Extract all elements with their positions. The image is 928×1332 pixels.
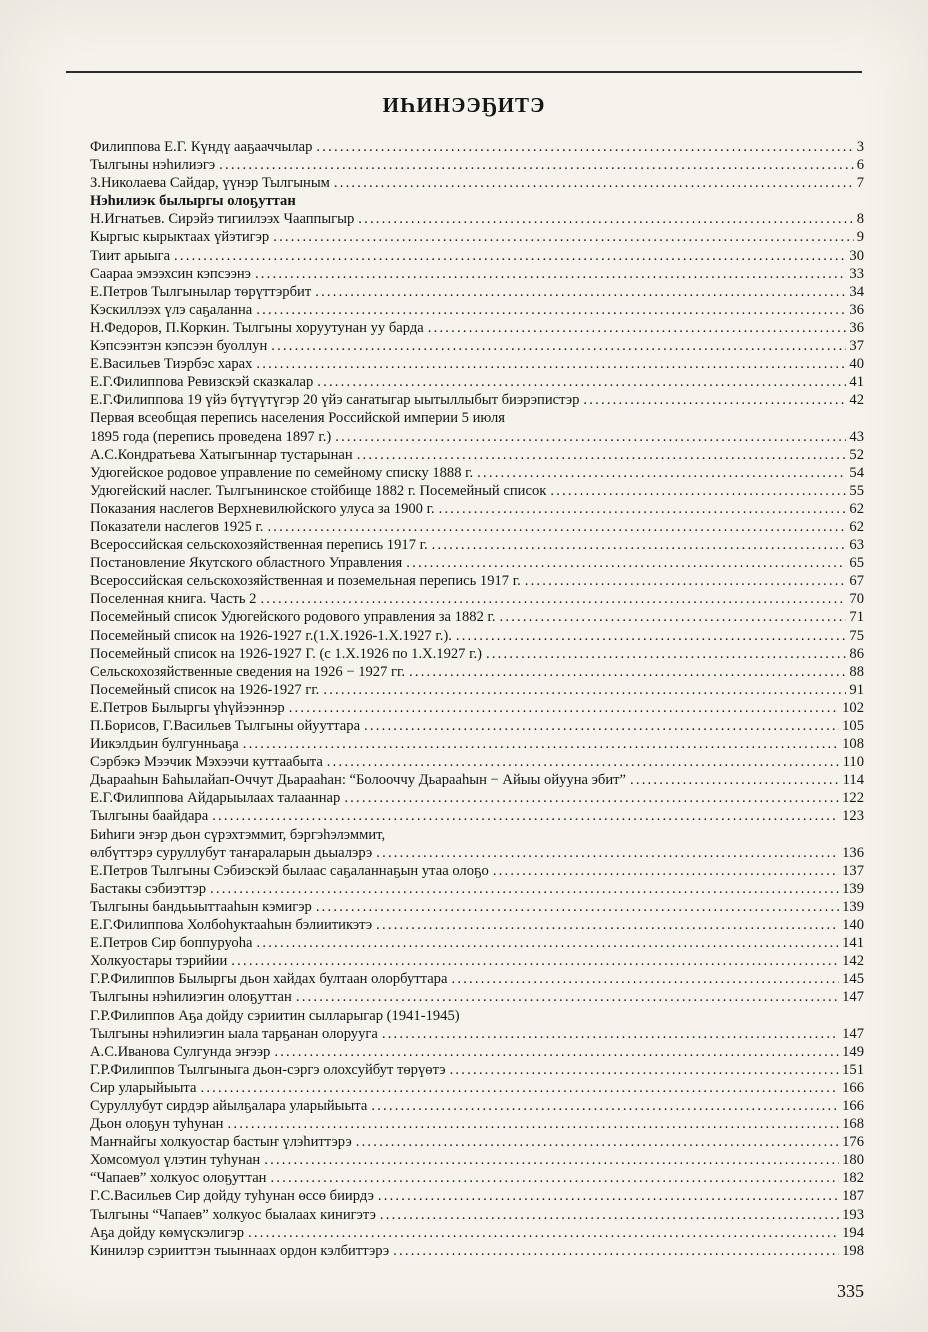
toc-entry-title: Кэскиллээх үлэ саҕаланна bbox=[90, 301, 253, 318]
toc-entry bbox=[90, 988, 864, 1006]
toc-entry-page: 168 bbox=[842, 1116, 864, 1133]
toc-entry-title: өлбүттэрэ суруллубут таҥараларын дьыалэрэ bbox=[90, 844, 373, 861]
toc-entry-page: 105 bbox=[842, 718, 864, 734]
toc-entry-title: Г.Р.Филиппов Былыргы дьон хайдах бултаан олорбуттара bbox=[90, 971, 448, 988]
dot-leader bbox=[267, 518, 846, 536]
toc-entry-title: Е.Г.Филиппова Холбоһуктааһын бэлиитикэтэ bbox=[90, 917, 373, 934]
toc-entry-title: Посемейный список на 1926-1927 г.(1.X.1926-1.X.1927 г.). bbox=[90, 627, 452, 644]
toc-entry bbox=[90, 807, 864, 825]
toc-entry-title: П.Борисов, Г.Васильев Тылгыны ойууттара bbox=[90, 718, 361, 734]
toc-entry-page: 198 bbox=[842, 1242, 864, 1259]
toc-entry bbox=[90, 572, 864, 590]
toc-entry-page: 8 bbox=[856, 211, 864, 228]
toc-entry bbox=[90, 536, 864, 554]
toc-entry bbox=[90, 554, 864, 572]
toc-entry bbox=[90, 934, 864, 952]
toc-entry bbox=[90, 645, 864, 663]
dot-leader bbox=[316, 138, 853, 156]
toc-entry-page: 3 bbox=[856, 139, 864, 155]
toc-entry bbox=[90, 1242, 864, 1260]
toc-entry-page: 182 bbox=[842, 1170, 864, 1187]
toc-entry-title: Г.Р.Филиппов Аҕа дойду сэриитин сылларыгар (1941-1945) bbox=[90, 1007, 460, 1024]
toc-entry-title: Тылгыны нэһилиэгин ыала тарҕанан олорууга bbox=[90, 1025, 378, 1042]
dot-leader bbox=[335, 428, 846, 446]
toc-entry-title: Показатели наслегов 1925 г. bbox=[90, 518, 264, 535]
toc-entry-page: 139 bbox=[842, 880, 864, 897]
toc-entry-title: Е.Петров Тылгынылар төрүттэрбит bbox=[90, 283, 312, 300]
dot-leader bbox=[260, 590, 846, 608]
dot-leader bbox=[200, 1079, 839, 1097]
toc-entry bbox=[90, 1025, 864, 1043]
toc-entry-title: Сэрбэкэ Мээчик Мэхээчи куттаабыта bbox=[90, 754, 323, 771]
dot-leader bbox=[393, 1242, 839, 1260]
toc-entry-title: Посемейный список Удюгейского родового управления за 1882 г. bbox=[90, 609, 496, 626]
toc-entry-page: 193 bbox=[842, 1206, 864, 1223]
toc-entry-page: 6 bbox=[856, 157, 864, 174]
dot-leader bbox=[257, 934, 840, 952]
dot-leader bbox=[296, 988, 839, 1006]
toc-entry-title: Н.Федоров, П.Коркин. Тылгыны хоруутунан уу барда bbox=[90, 319, 424, 336]
toc-entry-title: Е.Петров Былыргы үһүйээннэр bbox=[90, 699, 285, 716]
toc-entry bbox=[90, 482, 864, 500]
toc-entry bbox=[90, 1187, 864, 1205]
dot-leader bbox=[486, 645, 846, 663]
toc-entry-title: Кыргыс кырыктаах үйэтигэр bbox=[90, 229, 270, 246]
toc-entry bbox=[90, 699, 864, 717]
toc-entry-title: Тылгыны “Чапаев” холкуос быалаах кинигэтэ bbox=[90, 1206, 376, 1223]
toc-entry bbox=[90, 608, 864, 626]
toc-entry bbox=[90, 916, 864, 934]
toc-entry-title: Филиппова Е.Г. Күндү ааҕааччылар bbox=[90, 139, 313, 155]
dot-leader bbox=[174, 247, 846, 265]
toc-entry-title: Суруллубут сирдэр айылҕалара уларыйыыта bbox=[90, 1097, 368, 1114]
toc-entry bbox=[90, 880, 864, 898]
toc-entry-page: 114 bbox=[842, 772, 864, 789]
toc-entry bbox=[90, 1115, 864, 1133]
dot-leader bbox=[500, 608, 847, 626]
toc-entry-title: Н.Игнатьев. Сирэйэ тигиилээх Чааппыгыр bbox=[90, 211, 355, 228]
dot-leader bbox=[456, 627, 847, 645]
toc-entry-page: 147 bbox=[842, 1025, 864, 1042]
toc-entry-title: Удюгейское родовое управление по семейному списку 1888 г. bbox=[90, 464, 474, 481]
toc-entry bbox=[90, 283, 864, 301]
toc-entry bbox=[90, 789, 864, 807]
dot-leader bbox=[382, 1025, 839, 1043]
dot-leader bbox=[376, 916, 839, 934]
toc-entry bbox=[90, 1206, 864, 1224]
toc-entry bbox=[90, 319, 864, 337]
toc-entry-title: Постановление Якутского областного Управления bbox=[90, 555, 403, 572]
toc-entry bbox=[90, 247, 864, 265]
dot-leader bbox=[371, 1097, 839, 1115]
dot-leader bbox=[315, 283, 846, 301]
toc-entry-title: Е.Васильев Тиэрбэс харах bbox=[90, 356, 253, 373]
toc-entry bbox=[90, 735, 864, 753]
toc-entry-title: Хомсомуол үлэтин туһунан bbox=[90, 1152, 261, 1169]
toc-entry bbox=[90, 500, 864, 518]
dot-leader bbox=[228, 1115, 840, 1133]
dot-leader bbox=[358, 210, 853, 228]
toc-entry-title: Е.Г.Филиппова Ревизскэй сказкалар bbox=[90, 374, 314, 391]
toc-entry bbox=[90, 1097, 864, 1115]
toc-entry-page: 166 bbox=[842, 1097, 864, 1114]
dot-leader bbox=[219, 156, 854, 174]
toc-entry bbox=[90, 355, 864, 373]
toc-entry-title: Тылгыны нэһилиэгэ bbox=[90, 157, 216, 174]
dot-leader bbox=[380, 1206, 839, 1224]
toc-entry-title: Удюгейский наслег. Тылгынинское стойбище 1882 г. Посемейный список bbox=[90, 482, 547, 499]
toc-entry-page: 75 bbox=[849, 627, 864, 644]
toc-entry-page: 37 bbox=[849, 338, 864, 355]
toc-entry-title: Тылгыны бандьыыттааһын кэмигэр bbox=[90, 898, 312, 915]
toc-entry-page: 122 bbox=[842, 790, 864, 807]
dot-leader bbox=[271, 337, 846, 355]
toc-entry-page: 43 bbox=[849, 428, 864, 445]
dot-leader bbox=[357, 446, 847, 464]
toc-entry-page: 71 bbox=[849, 609, 864, 626]
toc-entry bbox=[90, 210, 864, 228]
page-title: ИҺИНЭЭҔИТЭ bbox=[382, 93, 546, 117]
toc-entry-title: Аҕа дойду көмүскэлигэр bbox=[90, 1224, 245, 1241]
toc-entry-title: З.Николаева Сайдар, үүнэр Тылгыным bbox=[90, 175, 330, 192]
toc-entry-page: 33 bbox=[849, 265, 864, 282]
toc-entry-title: Первая всеобщая перепись населения Российской империи 5 июля bbox=[90, 410, 505, 427]
toc-entry bbox=[90, 1079, 864, 1097]
dot-leader bbox=[256, 355, 846, 373]
toc-entry bbox=[90, 518, 864, 536]
toc-entry-page: 86 bbox=[849, 645, 864, 662]
toc-entry-page: 137 bbox=[842, 862, 864, 879]
dot-leader bbox=[316, 898, 839, 916]
toc-entry-title: Показания наслегов Верхневилюйского улуса за 1900 г. bbox=[90, 500, 435, 517]
toc-entry bbox=[90, 138, 864, 156]
dot-leader bbox=[378, 1187, 839, 1205]
toc-entry bbox=[90, 970, 864, 988]
toc-entry-page: 40 bbox=[849, 356, 864, 373]
toc-entry-title: Е.Петров Тылгыны Сэбиэскэй былаас саҕаланнаҕын утаа олоҕо bbox=[90, 862, 489, 879]
toc-entry-title: Кэпсээнтэн кэпсээн буоллун bbox=[90, 338, 268, 355]
dot-leader bbox=[256, 301, 846, 319]
toc-entry-title: Е.Петров Сир боппуруоһа bbox=[90, 935, 253, 952]
toc-entry-page: 142 bbox=[842, 953, 864, 970]
dot-leader bbox=[264, 1151, 839, 1169]
toc-entry-page: 139 bbox=[842, 898, 864, 915]
dot-leader bbox=[525, 572, 847, 590]
dot-leader bbox=[493, 862, 839, 880]
dot-leader bbox=[317, 373, 846, 391]
toc-entry-title: Г.Р.Филиппов Тылгыныга дьон-сэргэ олохсуйбут төрүөтэ bbox=[90, 1061, 446, 1078]
toc-entry bbox=[90, 228, 864, 246]
toc-entry-title: Сир уларыйыыта bbox=[90, 1079, 197, 1096]
toc-entry-page: 180 bbox=[842, 1152, 864, 1169]
dot-leader bbox=[274, 1043, 839, 1061]
dot-leader bbox=[334, 174, 854, 192]
toc-entry-page: 65 bbox=[849, 555, 864, 572]
toc-entry-page: 91 bbox=[849, 681, 864, 698]
toc-entry-page: 88 bbox=[849, 663, 864, 680]
dot-leader bbox=[289, 699, 839, 717]
toc-entry-title: Иикэлдьин булгунньаҕа bbox=[90, 736, 239, 753]
dot-leader bbox=[477, 464, 846, 482]
toc-entry-page: 102 bbox=[842, 699, 864, 716]
dot-leader bbox=[432, 536, 847, 554]
toc-entry bbox=[90, 1151, 864, 1169]
dot-leader bbox=[243, 735, 839, 753]
toc-entry-page: 63 bbox=[849, 537, 864, 554]
toc-entry-page: 9 bbox=[856, 229, 864, 246]
toc-entry bbox=[90, 464, 864, 482]
toc-entry-page: 176 bbox=[842, 1134, 864, 1151]
toc-entry-page: 149 bbox=[842, 1043, 864, 1060]
toc-entry-title: “Чапаев” холкуос олоҕуттан bbox=[90, 1170, 267, 1187]
toc-entry-title: Маҥнайгы холкуостар бастыҥ үлэһиттэрэ bbox=[90, 1134, 352, 1151]
toc-entry bbox=[90, 771, 864, 789]
toc-entry-page: 7 bbox=[856, 175, 864, 192]
toc-entry bbox=[90, 373, 864, 391]
toc-entry-title: Е.Г.Филиппова 19 үйэ бүтүүтүгэр 20 үйэ саҥатыгар ыытыллыбыт биэрэпистэр bbox=[90, 392, 580, 409]
toc-entry bbox=[90, 1224, 864, 1242]
toc-entry-page: 52 bbox=[849, 446, 864, 463]
toc-entry-title: Г.С.Васильев Сир дойду туһунан өссө биирдэ bbox=[90, 1188, 374, 1205]
toc-entry bbox=[90, 1007, 864, 1025]
toc-entry-title: Биһиги эҥэр дьон сүрэхтэммит, бэргэһэлэммит, bbox=[90, 826, 386, 843]
toc-entry-title: Бастакы сэбиэттэр bbox=[90, 880, 207, 897]
toc-entry bbox=[90, 627, 864, 645]
dot-leader bbox=[364, 717, 839, 735]
toc-entry-page: 36 bbox=[849, 319, 864, 336]
toc-entry-page: 62 bbox=[849, 500, 864, 517]
toc-entry-page: 145 bbox=[842, 971, 864, 988]
toc-entry-title: Холкуостары тэрийии bbox=[90, 953, 228, 970]
toc-entry-page: 151 bbox=[842, 1061, 864, 1078]
toc-entry-page: 42 bbox=[849, 392, 864, 409]
dot-leader bbox=[323, 681, 846, 699]
toc-entry bbox=[90, 1061, 864, 1079]
toc-entry bbox=[90, 1133, 864, 1151]
toc-entry bbox=[90, 681, 864, 699]
toc-entry bbox=[90, 301, 864, 319]
toc-entry-title: Всероссийская сельскохозяйственная и поземельная перепись 1917 г. bbox=[90, 573, 521, 590]
toc-entry-title: Всероссийская сельскохозяйственная перепись 1917 г. bbox=[90, 537, 428, 554]
toc-entry-title: Тылгыны нэһилиэгин олоҕуттан bbox=[90, 989, 292, 1006]
toc-entry bbox=[90, 428, 864, 446]
toc-entry bbox=[90, 174, 864, 192]
dot-leader bbox=[356, 1133, 839, 1151]
toc-entry bbox=[90, 446, 864, 464]
toc-entry-title: А.С.Кондратьева Хатыгыннар тустарынан bbox=[90, 446, 353, 463]
toc-entry-title: Поселенная книга. Часть 2 bbox=[90, 591, 257, 608]
toc-entry-page: 110 bbox=[842, 754, 864, 771]
toc-entry bbox=[90, 337, 864, 355]
toc-entry-page: 30 bbox=[849, 247, 864, 264]
toc-entry bbox=[90, 192, 864, 210]
dot-leader bbox=[270, 1169, 839, 1187]
toc-entry-title: Саараа эмээхсин кэпсээнэ bbox=[90, 265, 251, 282]
toc-entry-page: 34 bbox=[849, 283, 864, 300]
toc-entry-title: Сельскохозяйственные сведения на 1926 − 1927 гг. bbox=[90, 663, 406, 680]
toc-entry-title: Тылгыны баайдара bbox=[90, 808, 209, 825]
toc-entry-title: Посемейный список на 1926-1927 гг. bbox=[90, 681, 320, 698]
toc-entry-page: 54 bbox=[849, 464, 864, 481]
dot-leader bbox=[210, 880, 839, 898]
dot-leader bbox=[376, 844, 839, 862]
toc-entry bbox=[90, 590, 864, 608]
dot-leader bbox=[450, 1061, 840, 1079]
toc-entry-title: Е.Г.Филиппова Айдарыылаах талааннар bbox=[90, 790, 341, 807]
toc-entry-page: 147 bbox=[842, 989, 864, 1006]
dot-leader bbox=[439, 500, 847, 518]
toc-entry bbox=[90, 265, 864, 283]
toc-entry bbox=[90, 156, 864, 174]
toc-entry-title: Тиит арыыга bbox=[90, 247, 171, 264]
toc-entry-page: 55 bbox=[849, 482, 864, 499]
dot-leader bbox=[406, 554, 846, 572]
toc-entry-title: Нэһилиэк былыргы олоҕуттан bbox=[90, 193, 296, 210]
toc-entry-page: 187 bbox=[842, 1188, 864, 1205]
toc-entry bbox=[90, 753, 864, 771]
dot-leader bbox=[630, 771, 840, 789]
top-rule bbox=[66, 71, 862, 73]
dot-leader bbox=[428, 319, 847, 337]
dot-leader bbox=[327, 753, 840, 771]
dot-leader bbox=[212, 807, 839, 825]
toc-entry bbox=[90, 663, 864, 681]
toc-entry-page: 140 bbox=[842, 917, 864, 934]
toc-list bbox=[90, 138, 864, 1260]
toc-entry bbox=[90, 844, 864, 862]
dot-leader bbox=[255, 265, 846, 283]
toc-entry bbox=[90, 717, 864, 735]
toc-entry-title: Кинилэр сэрииттэн тыыннаах ордон кэлбиттэрэ bbox=[90, 1242, 390, 1259]
toc-entry-page: 67 bbox=[849, 573, 864, 590]
folio-page-number: 335 bbox=[837, 1281, 864, 1301]
dot-leader bbox=[231, 952, 839, 970]
toc-entry-page: 194 bbox=[842, 1224, 864, 1241]
toc-entry bbox=[90, 826, 864, 844]
toc-entry-title: Дьарааһын Баһылайап-Оччут Дьарааһан: “Болооччу Дьарааһын − Айыы ойууна эбит” bbox=[90, 772, 627, 789]
toc-entry bbox=[90, 1043, 864, 1061]
toc-entry-page: 141 bbox=[842, 935, 864, 952]
dot-leader bbox=[248, 1224, 839, 1242]
toc-entry-page: 41 bbox=[849, 374, 864, 391]
toc-entry bbox=[90, 862, 864, 880]
toc-entry-title: А.С.Иванова Сулгунда эҥээр bbox=[90, 1043, 271, 1060]
dot-leader bbox=[344, 789, 839, 807]
toc-entry bbox=[90, 1169, 864, 1187]
toc-entry-page: 166 bbox=[842, 1079, 864, 1096]
toc-entry bbox=[90, 391, 864, 409]
toc-entry-page: 62 bbox=[849, 518, 864, 535]
dot-leader bbox=[451, 970, 839, 988]
toc-entry-title: Посемейный список на 1926-1927 Г. (с 1.X.1926 по 1.X.1927 г.) bbox=[90, 645, 482, 662]
toc-entry bbox=[90, 409, 864, 427]
toc-entry-title: Дьон олоҕун туһунан bbox=[90, 1116, 224, 1133]
dot-leader bbox=[409, 663, 846, 681]
toc-entry bbox=[90, 898, 864, 916]
dot-leader bbox=[583, 391, 846, 409]
toc-entry-page: 36 bbox=[849, 301, 864, 318]
toc-entry-page: 136 bbox=[842, 844, 864, 861]
toc-entry bbox=[90, 952, 864, 970]
toc-entry-page: 108 bbox=[842, 736, 864, 753]
toc-entry-page: 123 bbox=[842, 808, 864, 825]
dot-leader bbox=[273, 228, 853, 246]
dot-leader bbox=[550, 482, 846, 500]
toc-entry-page: 70 bbox=[849, 591, 864, 608]
toc-entry-title: 1895 года (перепись проведена 1897 г.) bbox=[90, 428, 332, 445]
